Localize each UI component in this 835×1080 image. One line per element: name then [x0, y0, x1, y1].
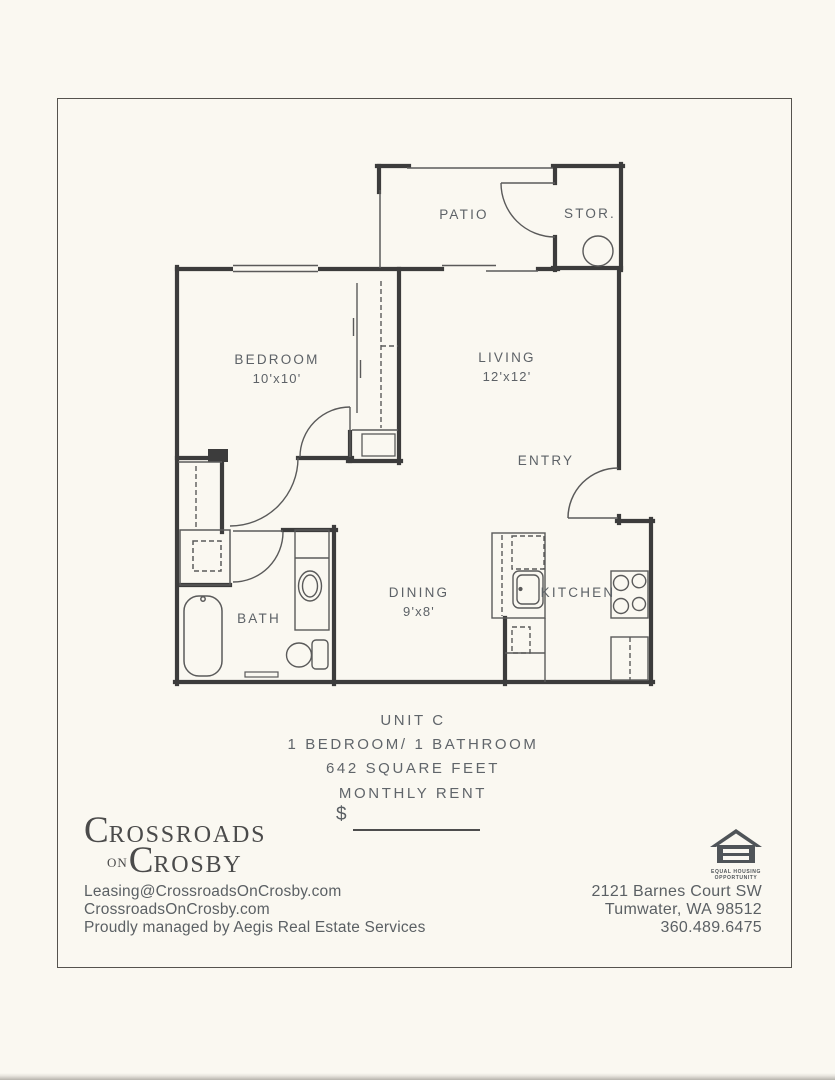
managed-by: Proudly managed by Aegis Real Estate Services [84, 918, 426, 936]
bedroom-window [233, 264, 318, 274]
bedroom-closet [352, 281, 398, 430]
room-dims-living: 12'x12' [482, 369, 532, 384]
storage-door [501, 183, 555, 237]
contact-block [84, 883, 426, 936]
rent-blank-line [353, 829, 480, 831]
linen-closet [180, 530, 230, 585]
room-label-storage: STOR. [563, 206, 617, 221]
patio-slider-door [442, 266, 538, 272]
phone-number: 360.489.6475 [660, 919, 762, 937]
hall-door [230, 458, 298, 526]
water-heater-icon [583, 236, 613, 266]
website: CrossroadsOnCrosby.com [84, 900, 270, 918]
room-label-dining: DINING [388, 585, 450, 600]
equal-housing-icon [700, 826, 772, 864]
room-label-patio: PATIO [439, 207, 489, 222]
unit-square-feet: 642 SQUARE FEET [325, 760, 501, 778]
entry-door [568, 468, 618, 518]
dishwasher-icon [512, 627, 530, 653]
address-line1: 2121 Barnes Court SW [591, 883, 762, 900]
dollar-sign: $ [336, 804, 348, 825]
wall-pillar [208, 449, 228, 462]
eho-text-line1: EQUAL HOUSING [711, 869, 761, 875]
unit-name: UNIT C [380, 712, 446, 729]
unit-rent-label: MONTHLY RENT [338, 784, 488, 802]
room-label-entry: ENTRY [517, 453, 575, 468]
address-block [591, 883, 762, 938]
toilet-icon [287, 640, 329, 669]
room-label-kitchen: KITCHEN [540, 585, 616, 600]
bathtub-icon [184, 596, 222, 676]
bedroom-door [300, 407, 350, 457]
leasing-email: Leasing@CrossroadsOnCrosby.com [84, 883, 342, 900]
vanity-sink-icon [295, 530, 329, 630]
floor-vent [245, 672, 278, 677]
utility-closet [362, 434, 395, 456]
kitchen-sink-icon [513, 571, 543, 608]
address-line2: Tumwater, WA 98512 [604, 901, 762, 919]
fridge-icon [512, 536, 544, 569]
kitchen-counter [611, 637, 648, 680]
rent-price-row [336, 804, 348, 826]
logo-line2: $^{ON}$CROSBY [107, 840, 243, 881]
room-dims-bedroom: 10'x10' [252, 371, 302, 386]
eho-text-line2: OPPORTUNITY [714, 874, 758, 881]
room-label-living: LIVING [478, 350, 536, 365]
crossroads-logo [84, 812, 266, 879]
room-label-bedroom: BEDROOM [234, 352, 320, 367]
stove-icon [611, 571, 648, 618]
room-dims-dining: 9'x8' [403, 604, 435, 619]
unit-info-block [287, 709, 538, 806]
logo-line1: CROSSROADS [84, 810, 267, 851]
bath-door [233, 531, 283, 582]
equal-housing-block [700, 826, 772, 881]
interior-walls [177, 269, 505, 684]
room-label-bath: BATH [237, 611, 281, 626]
unit-beds-baths: 1 BEDROOM/ 1 BATHROOM [287, 736, 539, 754]
